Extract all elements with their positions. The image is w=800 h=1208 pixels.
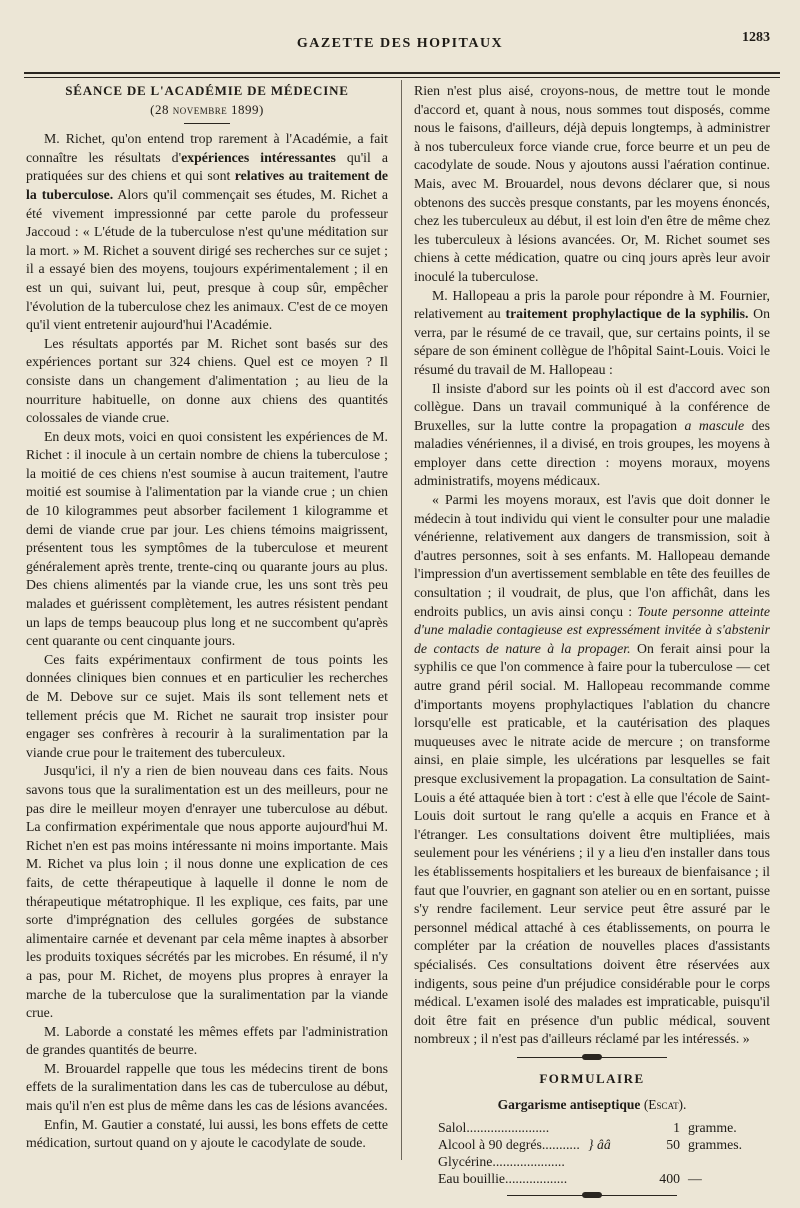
date-open: (28 [150,101,173,117]
paragraph: Jusqu'ici, il n'y a rien de bien nouveau dans ces faits. Nous savons tous que la suralimentation est un des meilleurs, pour ne pas dire le meilleur moyen d'enrayer une tuberculose au début. La confirmation expérimentale que nous apporte aujourd'hui M. Richet n'en est pas moins intéressante ni moins importante. Mais M. Richet va plus loin ; il nous donne une explication de ces faits, de cette thérapeutique à laquelle il donne le nom de thérapeutique métatrophique. Il les explique, ces faits, par une sorte d'imprégnation des cellules gorgées de substance alimentaire carnée et devenant par cela même inaptes à absorber les produits toxiques sécrétés par les microbes. En résumé, il n'y a pas, pour M. Richet, de moyens plus propres à enrayer la marche de la tuberculose que la suralimentation par la viande crue. [26,763,388,1021]
paragraph: Il insiste d'abord sur les points où il est d'accord avec son collègue. Dans un travail communiqué à la conférence de Bruxelles, sur la lutte contre la propagation a mascule des maladies vénériennes, il a divisé, en trois groupes, les moyens à employer dans cette direction : moyens moraux, moyens administratifs, moyens médicaux. [414,380,771,489]
left-column [26,82,388,1153]
paragraph: M. Richet, qu'on entend trop rarement à l'Académie, a fait connaître les résultats d'expériences intéressantes qu'il a pratiquées sur des chiens et qui sont relatives au traitement de la tuberculose. Alors qu'il commençait ses études, M. Richet a été vivement impressionné par cette parole du professeur Jaccoud : « L'étude de la tuberculose n'est qu'une méditation sur la mort. » M. Richet a souvent dirigé ses recherches sur ce sujet ; il a essayé bien des moyens, toujours expérimentalement ; il en est un qui, suivant lui, peut, presque à coup sûr, empêcher l'évolution de la tuberculose chez les animaux. C'est de ce moyen qu'il vient entretenir aujourd'hui l'Académie. [26,131,389,333]
journal-title: GAZETTE DES HOPITAUX [296,36,504,51]
section-title: SÉANCE DE L'ACADÉMIE DE MÉDECINE [65,83,349,98]
paragraph: En deux mots, voici en quoi consistent les expériences de M. Richet : il inocule à un certain nombre de chiens la tuberculose ; la moitié de ces chiens n'est soumise à aucun traitement, l'autre moitié est soumise à l'alimentation par la viande crue ; un chien de 10 kilogrammes peut absorber facilement 1 kilogramme et demi de viande crue par jour. Les chiens témoins maigrissent, présentent tous les symptômes de la tuberculose et meurent généralement après trente, trente-cinq ou quarante jours au plus. Des chiens alimentés par la viande crue, les uns sont très peu malades et guérissent complètement, les autres résistent pendant un laps de temps beaucoup plus long et ne succombent qu'après cent quarante ou cent cinquante jours. [26,428,388,649]
recipe-title: Gargarisme antiseptique (Escat). [497,1097,687,1113]
end-ornament [507,1195,677,1200]
date-close: 1899) [227,101,264,117]
paragraph: M. Laborde a constaté les mêmes effets par l'administration de grandes quantités de beurre. [26,1023,388,1058]
paragraph: Rien n'est plus aisé, croyons-nous, de mettre tout le monde d'accord et, quant à nous, nous sommes tout disposés, comme nous le faisons, d'ailleurs, déjà depuis longtemps, à administrer à nos tuberculeux force viande crue, force beurre et un peu de cacodylate de soude. Nous y ajoutons aussi l'aération continue. Mais, avec M. Brouardel, nous devons déclarer que, si nous obtenons des succès presque constants, par les moyens énoncés, chez les tuberculeux au début, il est loin d'en être de même chez les tuberculeux à lésions avancées. Or, M. Richet soumet ses chiens à cette médication, quatre ou cinq jours après leur avoir inoculé la tuberculose. [414,83,770,284]
paragraph: Les résultats apportés par M. Richet sont basés sur des expériences portant sur 324 chiens. Quel est ce moyen ? Il consiste dans un changement d'alimentation ; au lieu de la nourriture habituelle, on donne aux chiens des quantités colossales de viande crue. [26,335,388,426]
recipe-row: Salol........................ 1 gramme. [438,1120,737,1136]
paragraph: Ces faits expérimentaux confirment de tous points les données cliniques bien connues et en particulier les recherches de M. Debove sur ce sujet. Mais ils sont tellement nets et tellement précis que M. Richet ne saurait trop insister pour engager ses confrères à recourir à la suralimentation par la viande crue pour le traitement des tuberculeux. [26,651,388,760]
formulaire-heading: FORMULAIRE [539,1070,645,1086]
column-divider [401,80,402,1160]
header-rule-thin [24,77,780,78]
recipe-row: Eau bouillie.................. 400 — [438,1171,702,1187]
recipe-table [438,1119,770,1187]
title-rule [184,123,230,124]
right-column [414,82,770,1208]
paragraph: M. Brouardel rappelle que tous les médecins tirent de bons effets de la suralimentation dans les cas de tuberculose au début, mais qu'il n'en est plus de même dans les cas de lésions avancées. [26,1060,388,1114]
paragraph: « Parmi les moyens moraux, est l'avis que doit donner le médecin à tout individu qui vient le consulter pour une maladie vénérienne, relativement aux dangers de transmission, soit à d'autres personnes, soit à ses enfants. M. Hallopeau demande l'impression d'un avertissement semblable en tête des feuilles de consultation ; il voudrait, de plus, que l'on affichât, dans les endroits publics, un avis ainsi conçu : Toute personne atteinte d'une maladie contagieuse est expressément invitée à s'abstenir de contacts de nature à la propager. On ferait ainsi pour la syphilis ce que l'on commence à faire pour la tuberculose — cet autre grand péril social. M. Hallopeau recommande comme d'importants moyens prophylactiques l'ablation du chancre lorsqu'elle est praticable, et la cautérisation des plaques muqueuses avec le nitrate acide de mercure ; on transforme ainsi, en plaie simple, les ulcérations par lesquelles se fait presque exclusivement la propagation. La consultation de Saint-Louis a été attaquée bien à tort : c'est à elle que l'école de Saint-Louis doit surtout le rang qu'elle a acquis en France et à l'étranger. Les consultations doivent être multipliées, mais seulement pour les vénériens ; il y a lieu d'en installer dans tous les établissements hospitaliers et les bureaux de bienfaisance ; il faut que l'ouvrier, en gagnant son atelier ou en en sortant, puisse s'y rendre facilement. Leur service peut être assuré par le personnel médical attaché à ces établissements, on pourra le compléter par la création de nouvelles places d'assistants spécialisés. Ces consultations doivent être réservées aux indigents, sous peine d'un préjudice considérable pour le corps médical. L'examen isolé des malades est impraticable, puisqu'il doit être fait en présence d'un public médical, souvent nombreux ; il n'est pas d'ailleurs réclamé par les intéressés. » [414,492,770,1047]
section-date [26,101,388,120]
separator-ornament [517,1057,667,1064]
paragraph: M. Hallopeau a pris la parole pour répondre à M. Fournier, relativement au traitement prophylactique de la syphilis. On verra, par le résumé de ce travail, que, sur certains points, il se sépare de son éminent collègue de l'hôpital Saint-Louis. Voici le résumé du travail de M. Hallopeau : [414,287,771,377]
header-rule-thick [24,72,780,74]
date-month: novembre [172,101,228,117]
page-number: 1283 [742,30,770,45]
recipe-row: Alcool à 90 degrés........... } ââ 50 grammes. [438,1137,743,1153]
paragraph: Enfin, M. Gautier a constaté, lui aussi, les bons effets de cette médication, surtout quand on y ajoute le cacodylate de soude. [26,1116,388,1151]
running-head [24,30,776,52]
recipe-row: Glycérine..................... [438,1154,565,1170]
